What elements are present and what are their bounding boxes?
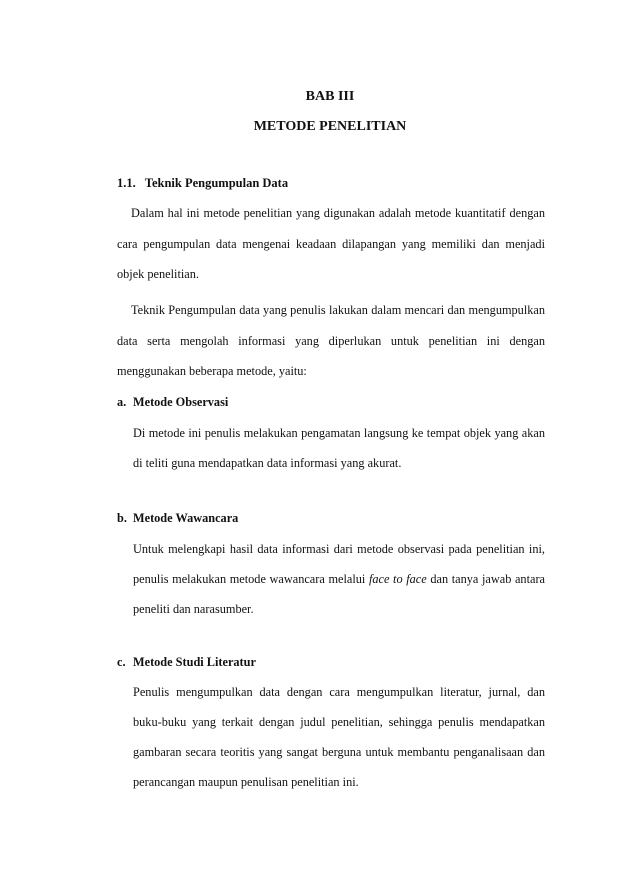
section-paragraph-1: Dalam hal ini metode penelitian yang digunakan adalah metode kuantitatif dengan cara pengumpulan data mengenai keadaan dilapangan yang memiliki dan menjadi objek penelitian.	[117, 206, 545, 281]
method-text-observasi: Di metode ini penulis melakukan pengamatan langsung ke tempat objek yang akan di teliti guna mendapatkan data informasi yang akurat.	[133, 426, 545, 470]
section-paragraph-2: Teknik Pengumpulan data yang penulis lakukan dalam mencari dan mengumpulkan data serta mengolah informasi yang diperlukan untuk penelitian ini dengan menggunakan beberapa metode, yaitu:	[117, 303, 545, 378]
method-heading-observasi	[117, 395, 228, 410]
section-heading	[117, 176, 288, 191]
chapter-label: BAB III	[305, 89, 355, 104]
method-title: Metode Wawancara	[133, 511, 239, 525]
method-heading-wawancara	[117, 511, 238, 526]
method-text-part: Untuk melengkapi hasil data informasi dari metode observasi pada penelitian ini, penulis melakukan metode wawancara melalui	[133, 542, 545, 586]
method-title: Metode Studi Literatur	[133, 655, 256, 669]
method-text-italic: face to face	[368, 572, 427, 586]
section-title: Teknik Pengumpulan Data	[144, 176, 289, 190]
method-text-part: dan tanya jawab antara peneliti dan narasumber.	[133, 572, 545, 616]
method-heading-studi-literatur	[117, 655, 256, 670]
chapter-title: METODE PENELITIAN	[253, 119, 407, 134]
method-title: Metode Observasi	[133, 395, 229, 409]
method-letter: c.	[117, 655, 126, 669]
section-number: 1.1.	[117, 176, 136, 190]
method-text-wawancara	[133, 534, 545, 624]
method-letter: b.	[117, 511, 127, 525]
method-letter: a.	[117, 395, 127, 409]
method-text-studi-literatur: Penulis mengumpulkan data dengan cara mengumpulkan literatur, jurnal, dan buku-buku yang terkait dengan judul penelitian, sehingga penulis mendapatkan gambaran secara teoritis yang sangat berguna untuk membantu penganalisaan dan perancangan maupun penulisan penelitian ini.	[133, 685, 545, 789]
